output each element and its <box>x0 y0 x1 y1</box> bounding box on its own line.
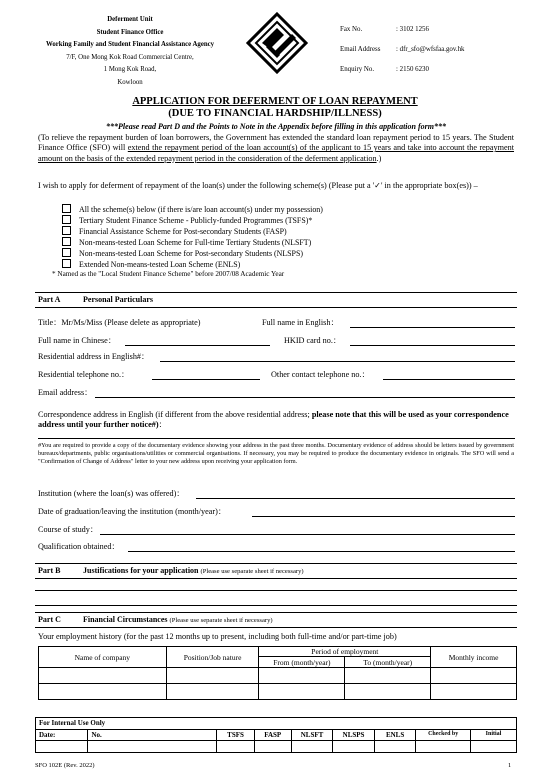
course-field[interactable] <box>100 534 515 535</box>
table-cell[interactable] <box>166 668 259 684</box>
fax-number: : 3102 1256 <box>396 26 429 33</box>
hkid-label: HKID card no.： <box>284 336 342 345</box>
hkid-field[interactable] <box>350 345 515 346</box>
course-label: Course of study： <box>38 525 99 534</box>
table-row <box>39 668 517 684</box>
table-cell[interactable] <box>345 684 431 700</box>
correspondence-text: Correspondence address in English (if different from the above residential address; <box>38 410 312 419</box>
table-cell[interactable] <box>166 684 259 700</box>
internal-cell <box>254 741 291 753</box>
period-column-header: Period of employment <box>259 647 431 657</box>
part-c-label: Part C <box>38 615 61 624</box>
internal-scheme-fasp: FASP <box>254 730 291 741</box>
correspondence-address-label <box>38 410 514 431</box>
correspondence-address-field[interactable] <box>38 438 515 439</box>
institution-label: Institution (where the loan(s) was offered)： <box>38 489 185 498</box>
scheme-label: Financial Assistance Scheme for Post-secondary Students (FASP) <box>79 227 287 236</box>
table-cell[interactable] <box>345 668 431 684</box>
scheme-checkbox[interactable] <box>62 226 71 235</box>
intro-text: (To relieve the repayment burden of loan borrowers, the Government has extended the standard loan repayment period to 15 years. The Student Finance Office (SFO) will <box>38 133 514 153</box>
enquiry-label: Enquiry No. <box>340 66 375 73</box>
intro-end: .) <box>376 153 382 163</box>
office-address-block <box>30 14 230 89</box>
title-field-label: Title：Mr/Ms/Miss (Please delete as appropriate) <box>38 318 201 327</box>
part-b-header <box>35 563 517 579</box>
scheme-label: Non-means-tested Loan Scheme for Full-time Tertiary Students (NLSFT) <box>79 238 312 247</box>
to-column-header: To (month/year) <box>345 657 431 668</box>
scheme-checkbox[interactable] <box>62 259 71 268</box>
table-cell[interactable] <box>259 684 345 700</box>
internal-cell <box>471 741 517 753</box>
scheme-option[interactable] <box>62 237 311 248</box>
contact-block <box>340 20 464 80</box>
scheme-option[interactable] <box>62 215 312 226</box>
residential-telephone-field[interactable] <box>152 379 260 380</box>
graduation-date-label: Date of graduation/leaving the institution (month/year)： <box>38 507 227 516</box>
internal-cell <box>374 741 416 753</box>
internal-cell <box>88 741 217 753</box>
residential-address-field[interactable] <box>160 361 515 362</box>
part-c-title-text: Financial Circumstances <box>83 615 168 624</box>
from-column-header: From (month/year) <box>259 657 345 668</box>
fax-label: Fax No. <box>340 26 363 33</box>
internal-use-title: For Internal Use Only <box>36 718 517 730</box>
institution-field[interactable] <box>196 498 515 499</box>
form-title: APPLICATION FOR DEFERMENT OF LOAN REPAYMENT <box>132 96 418 107</box>
agency-name: Working Family and Student Financial Assistance Agency <box>45 41 215 48</box>
chinese-name-field[interactable] <box>125 345 270 346</box>
residential-address-label: Residential address in English#： <box>38 352 150 361</box>
internal-scheme-tsfs: TSFS <box>217 730 254 741</box>
table-row <box>39 684 517 700</box>
scheme-label: Tertiary Student Finance Scheme - Publicly-funded Programmes (TSFS)* <box>79 216 313 225</box>
initial-label: Initial <box>471 730 517 741</box>
part-b-note: (Please use separate sheet if necessary) <box>200 568 304 575</box>
part-b-title <box>83 566 304 576</box>
email-field[interactable] <box>95 397 515 398</box>
part-a-title: Personal Particulars <box>83 295 153 304</box>
part-c-title <box>83 615 273 625</box>
correspondence-colon: ： <box>158 420 167 430</box>
scheme-option[interactable] <box>62 204 323 215</box>
qualification-label: Qualification obtained： <box>38 542 120 551</box>
address-line: 7/F, One Mong Kok Road Commercial Centre, <box>66 53 194 61</box>
unit-name: Deferment Unit <box>107 16 153 23</box>
part-a-header <box>35 292 517 308</box>
scheme-checkbox[interactable] <box>62 237 71 246</box>
scheme-option[interactable] <box>62 248 303 259</box>
position-column-header: Position/Job nature <box>166 647 259 668</box>
scheme-checkbox[interactable] <box>62 215 71 224</box>
part-b-title-text: Justifications for your application <box>83 566 199 575</box>
internal-scheme-enls: ENLS <box>374 730 416 741</box>
other-telephone-label: Other contact telephone no.： <box>271 370 370 379</box>
scheme-checkbox[interactable] <box>62 204 71 213</box>
internal-cell <box>416 741 471 753</box>
scheme-label: All the scheme(s) below (if there is/are loan account(s) under my possession) <box>79 205 323 214</box>
part-b-label: Part B <box>38 566 61 575</box>
chinese-name-label: Full name in Chinese： <box>38 336 117 345</box>
internal-date-label: Date: <box>36 730 88 741</box>
form-code: SFO 102E (Rev. 2022) <box>35 762 95 769</box>
correspondence-bold-text: please note that this will be used as your correspondence address until your further notice#) <box>38 410 509 430</box>
scheme-footnote: * Named as the "Local Student Finance Scheme" before 2007/08 Academic Year <box>52 270 285 278</box>
english-name-field[interactable] <box>350 327 515 328</box>
income-column-header: Monthly income <box>431 647 517 668</box>
intro-paragraph <box>38 133 514 164</box>
email-address: : dfr_sfo@wfsfaa.gov.hk <box>396 46 465 53</box>
scheme-label: Non-means-tested Loan Scheme for Post-secondary Students (NLSPS) <box>79 249 303 258</box>
justification-line[interactable] <box>35 605 517 606</box>
address-evidence-note: #You are required to provide a copy of the documentary evidence showing your address in the past three months. Documentary evidence of address should be letters issued by government bureaux/departments, public organisations/utilities or commercial organisations. If necessary, you may be required to produce the documentary evidence in originals. The SFO will send a "Confirmation of Change of Address" letter to your new address upon receiving your application form. <box>38 442 514 466</box>
intro-underlined-text: extend the repayment period of the loan account(s) of the applicant to 15 years and take into account the repayment amount on the basis of the extended repayment period in the consideration of the deferment application <box>38 143 515 163</box>
address-line: Kowloon <box>117 78 143 86</box>
internal-cell <box>333 741 375 753</box>
internal-cell <box>291 741 333 753</box>
part-a-label: Part A <box>38 295 61 304</box>
internal-no-label: No. <box>88 730 217 741</box>
agency-logo <box>246 12 308 74</box>
justification-line[interactable] <box>35 590 517 591</box>
part-c-note: (Please use separate sheet if necessary) <box>169 617 273 624</box>
graduation-date-field[interactable] <box>252 516 515 517</box>
table-cell[interactable] <box>431 668 517 684</box>
internal-cell <box>217 741 254 753</box>
internal-use-table <box>35 717 517 753</box>
english-name-label: Full name in English： <box>262 318 339 327</box>
address-line: 1 Mong Kok Road, <box>103 66 157 73</box>
employment-history-table <box>38 646 517 700</box>
scheme-option[interactable] <box>62 259 240 270</box>
enquiry-number: : 2150 6230 <box>396 66 429 73</box>
internal-scheme-nlsft: NLSFT <box>291 730 333 741</box>
internal-scheme-nlsps: NLSPS <box>333 730 375 741</box>
table-cell[interactable] <box>431 684 517 700</box>
office-name: Student Finance Office <box>96 28 164 36</box>
apply-statement: I wish to apply for deferment of repayment of the loan(s) under the following scheme(s) (Please put a '✓' in the appropriate box(es)) – <box>38 181 478 190</box>
part-c-header <box>35 612 517 628</box>
checked-by-label: Checked by <box>416 730 471 741</box>
read-notice: ***Please read Part D and the Points to Note in the Appendix before filling in this application form*** <box>106 122 446 131</box>
scheme-checkbox[interactable] <box>62 248 71 257</box>
table-cell[interactable] <box>39 684 167 700</box>
internal-cell <box>36 741 88 753</box>
form-subtitle: (DUE TO FINANCIAL HARDSHIP/ILLNESS) <box>168 108 382 119</box>
scheme-label: Extended Non-means-tested Loan Scheme (ENLS) <box>79 260 241 269</box>
email-label: Email address： <box>38 388 93 397</box>
table-cell[interactable] <box>259 668 345 684</box>
qualification-field[interactable] <box>128 551 515 552</box>
email-label: Email Address <box>340 46 381 53</box>
employment-history-label: Your employment history (for the past 12 months up to present, including both full-time and/or part-time job) <box>38 632 397 641</box>
company-column-header: Name of company <box>39 647 167 668</box>
residential-telephone-label: Residential telephone no.： <box>38 370 130 379</box>
other-telephone-field[interactable] <box>383 379 515 380</box>
scheme-option[interactable] <box>62 226 287 237</box>
table-cell[interactable] <box>39 668 167 684</box>
page-number: 1 <box>508 762 512 769</box>
